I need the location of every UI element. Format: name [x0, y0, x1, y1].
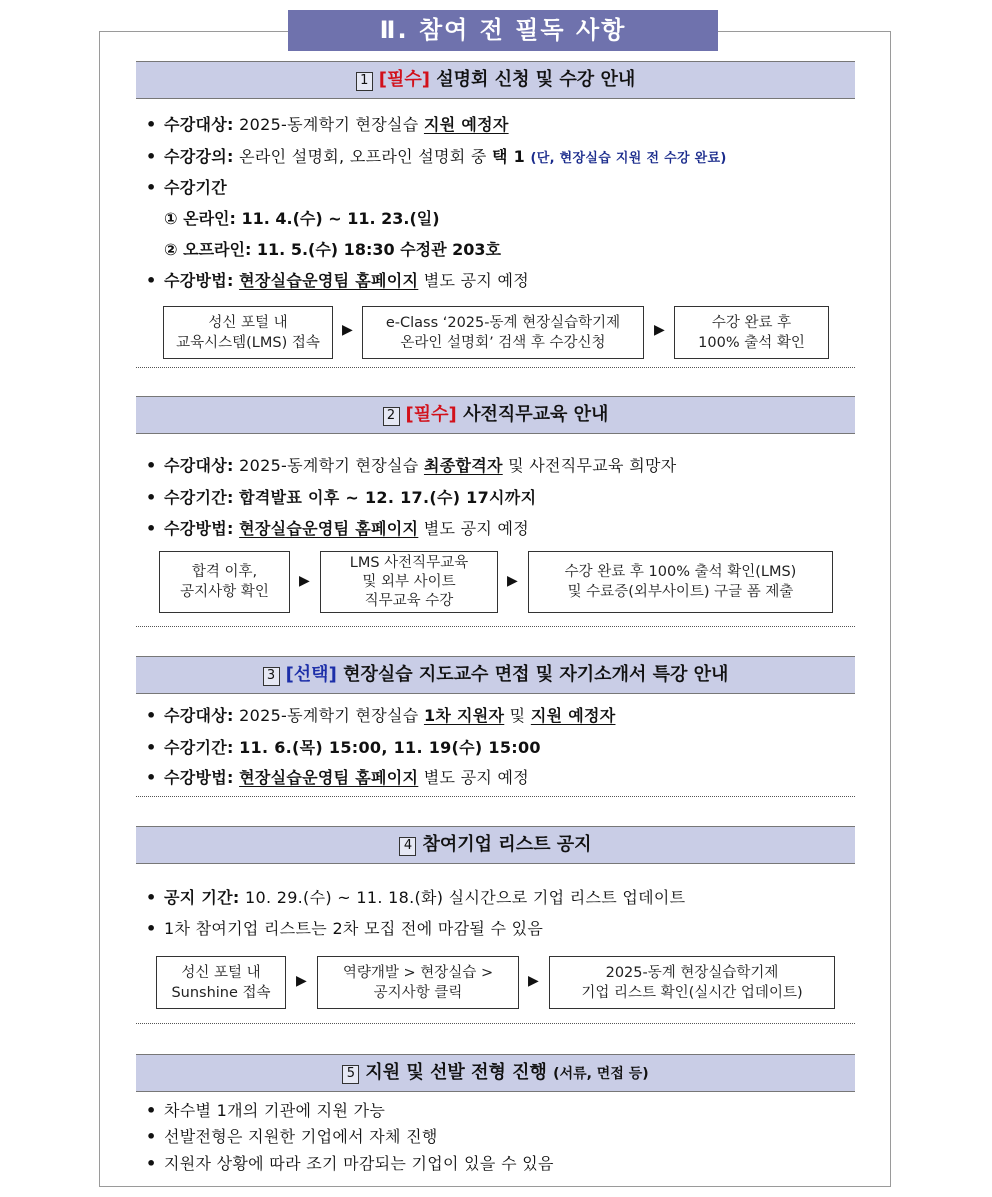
- s1-lecture-line: [146, 144, 727, 167]
- s3-period-line: [146, 735, 541, 758]
- page-title: Ⅱ. 참여 전 필독 사항: [288, 10, 718, 51]
- text: 2025-동계학기 현장실습: [239, 115, 419, 134]
- section-number-box: 2: [383, 407, 400, 426]
- bullet: •: [146, 178, 157, 197]
- bullet: •: [146, 1127, 157, 1146]
- arrow-right-icon: ▶: [299, 573, 310, 589]
- flow-text: 공지사항 클릭: [373, 984, 463, 1001]
- section-title: 참여기업 리스트 공지: [422, 834, 592, 855]
- label: 수강기간:: [164, 738, 234, 757]
- section-3-header: [136, 656, 855, 694]
- section-title: 설명회 신청 및 수강 안내: [436, 69, 636, 90]
- bullet: •: [146, 919, 157, 938]
- text: 11. 6.(목) 15:00, 11. 19(수) 15:00: [239, 738, 541, 757]
- s1-flow-step-1: [163, 306, 333, 359]
- bullet: •: [146, 488, 157, 507]
- s5-item-2: [146, 1124, 438, 1147]
- label: 수강방법:: [164, 271, 234, 290]
- section-divider: [136, 626, 855, 627]
- arrow-right-icon: ▶: [296, 973, 307, 989]
- emphasis: 현장실습운영팀 홈페이지: [239, 271, 419, 290]
- text: 및: [509, 706, 526, 725]
- bullet: •: [146, 1154, 157, 1173]
- bullet: •: [146, 456, 157, 475]
- text: 별도 공지 예정: [423, 768, 530, 787]
- section-divider: [136, 796, 855, 797]
- s3-method-line: [146, 765, 529, 788]
- s1-flow-step-3: [674, 306, 829, 359]
- arrow-right-icon: ▶: [342, 322, 353, 338]
- required-tag: [필수]: [405, 404, 457, 425]
- s1-flow-step-2: [362, 306, 644, 359]
- section-title: 지원 및 선발 전형 진행: [365, 1062, 547, 1083]
- section-number-box: 3: [263, 667, 280, 686]
- text: 지원자 상황에 따라 조기 마감되는 기업이 있을 수 있음: [164, 1154, 554, 1173]
- s5-item-3: [146, 1151, 554, 1174]
- arrow-right-icon: ▶: [654, 322, 665, 338]
- required-tag: [필수]: [378, 69, 430, 90]
- flow-text: Sunshine 접속: [171, 984, 271, 1001]
- s2-flow-step-1: [159, 551, 290, 613]
- s1-online-line: ① 온라인: 11. 4.(수) ~ 11. 23.(일): [164, 209, 440, 228]
- text: 별도 공지 예정: [423, 271, 530, 290]
- s2-method-line: [146, 516, 529, 539]
- section-1-header: [136, 61, 855, 99]
- s1-target-line: [146, 112, 509, 135]
- note: (단, 현장실습 지원 전 수강 완료): [530, 151, 727, 166]
- s2-target-line: [146, 453, 676, 476]
- section-4-header: [136, 826, 855, 864]
- flow-text: 100% 출석 확인: [698, 334, 805, 351]
- flow-text: LMS 사전직무교육: [349, 554, 469, 571]
- section-5-header: [136, 1054, 855, 1092]
- section-title: 현장실습 지도교수 면접 및 자기소개서 특강 안내: [343, 664, 729, 685]
- s5-item-1: [146, 1098, 385, 1121]
- s1-method-line: [146, 268, 529, 291]
- text: 합격발표 이후 ~ 12. 17.(수) 17시까지: [239, 488, 537, 507]
- flow-text: 성신 포털 내: [208, 314, 288, 331]
- s1-offline-line: ② 오프라인: 11. 5.(수) 18:30 수정관 203호: [164, 240, 501, 259]
- s4-flow-step-1: [156, 956, 286, 1009]
- label: 수강강의:: [164, 147, 234, 166]
- section-number-box: 4: [399, 837, 416, 856]
- label: 공지 기간:: [164, 888, 240, 907]
- section-divider: [136, 367, 855, 368]
- flow-text: 수강 완료 후 100% 출석 확인(LMS): [564, 564, 797, 580]
- section-title-note: (서류, 면접 등): [553, 1066, 649, 1082]
- label: 수강기간:: [164, 488, 234, 507]
- flow-text: 기업 리스트 확인(실시간 업데이트): [581, 984, 803, 1001]
- bullet: •: [146, 738, 157, 757]
- bullet: •: [146, 115, 157, 134]
- s2-period-line: [146, 485, 536, 508]
- label: 수강대상:: [164, 115, 234, 134]
- flow-text: 성신 포털 내: [181, 964, 261, 981]
- bullet: •: [146, 1101, 157, 1120]
- text: 2025-동계학기 현장실습: [239, 456, 419, 475]
- s2-flow-step-2: [320, 551, 498, 613]
- flow-text: 교육시스템(LMS) 접속: [176, 334, 320, 351]
- flow-text: 역량개발 > 현장실습 >: [342, 964, 494, 981]
- text: 및 사전직무교육 희망자: [508, 456, 677, 475]
- text: 차수별 1개의 기관에 지원 가능: [164, 1101, 386, 1120]
- flow-text: 합격 이후,: [191, 564, 258, 580]
- text: 10. 29.(수) ~ 11. 18.(화) 실시간으로 기업 리스트 업데이트: [244, 888, 686, 907]
- flow-text: 2025-동계 현장실습학기제: [605, 964, 779, 981]
- bullet: •: [146, 706, 157, 725]
- bullet: •: [146, 271, 157, 290]
- text: 온라인 설명회, 오프라인 설명회 중: [239, 147, 487, 166]
- flow-text: e-Class ‘2025-동계 현장실습학기제: [385, 314, 621, 331]
- flow-text: 수강 완료 후: [711, 314, 792, 331]
- s4-info-line: [146, 916, 543, 939]
- optional-tag: [선택]: [285, 664, 337, 685]
- section-divider: [136, 1023, 855, 1024]
- text: 별도 공지 예정: [423, 519, 530, 538]
- flow-text: 온라인 설명회’ 검색 후 수강신청: [400, 334, 606, 351]
- s4-flow-step-2: [317, 956, 519, 1009]
- section-2-header: [136, 396, 855, 434]
- s4-flow-step-3: [549, 956, 835, 1009]
- flow-text: 및 외부 사이트: [362, 573, 456, 590]
- s1-period-line: [146, 175, 227, 198]
- bullet: •: [146, 768, 157, 787]
- arrow-right-icon: ▶: [507, 573, 518, 589]
- s2-flow-step-3: [528, 551, 833, 613]
- label: 수강방법:: [164, 519, 234, 538]
- flow-text: 및 수료증(외부사이트) 구글 폼 제출: [567, 584, 794, 600]
- emphasis: 현장실습운영팀 홈페이지: [239, 519, 419, 538]
- section-title: 사전직무교육 안내: [463, 404, 609, 425]
- bullet: •: [146, 888, 157, 907]
- emphasis: 택 1: [492, 147, 526, 166]
- flow-text: 공지사항 확인: [180, 584, 269, 600]
- emphasis: 지원 예정자: [530, 706, 616, 725]
- emphasis: 지원 예정자: [423, 115, 509, 134]
- label: 수강기간: [164, 178, 228, 197]
- bullet: •: [146, 519, 157, 538]
- emphasis: 현장실습운영팀 홈페이지: [239, 768, 419, 787]
- text: 선발전형은 지원한 기업에서 자체 진행: [164, 1127, 438, 1146]
- emphasis: 최종합격자: [423, 456, 503, 475]
- s4-notice-line: [146, 885, 685, 908]
- label: 수강대상:: [164, 706, 234, 725]
- bullet: •: [146, 147, 157, 166]
- section-number-box: 5: [342, 1065, 359, 1084]
- section-number-box: 1: [356, 72, 373, 91]
- label: 수강방법:: [164, 768, 234, 787]
- text: 2025-동계학기 현장실습: [239, 706, 419, 725]
- label: 수강대상:: [164, 456, 234, 475]
- emphasis: 1차 지원자: [423, 706, 505, 725]
- s3-target-line: [146, 703, 615, 726]
- flow-text: 직무교육 수강: [364, 592, 454, 609]
- text: 1차 참여기업 리스트는 2차 모집 전에 마감될 수 있음: [164, 919, 544, 938]
- arrow-right-icon: ▶: [528, 973, 539, 989]
